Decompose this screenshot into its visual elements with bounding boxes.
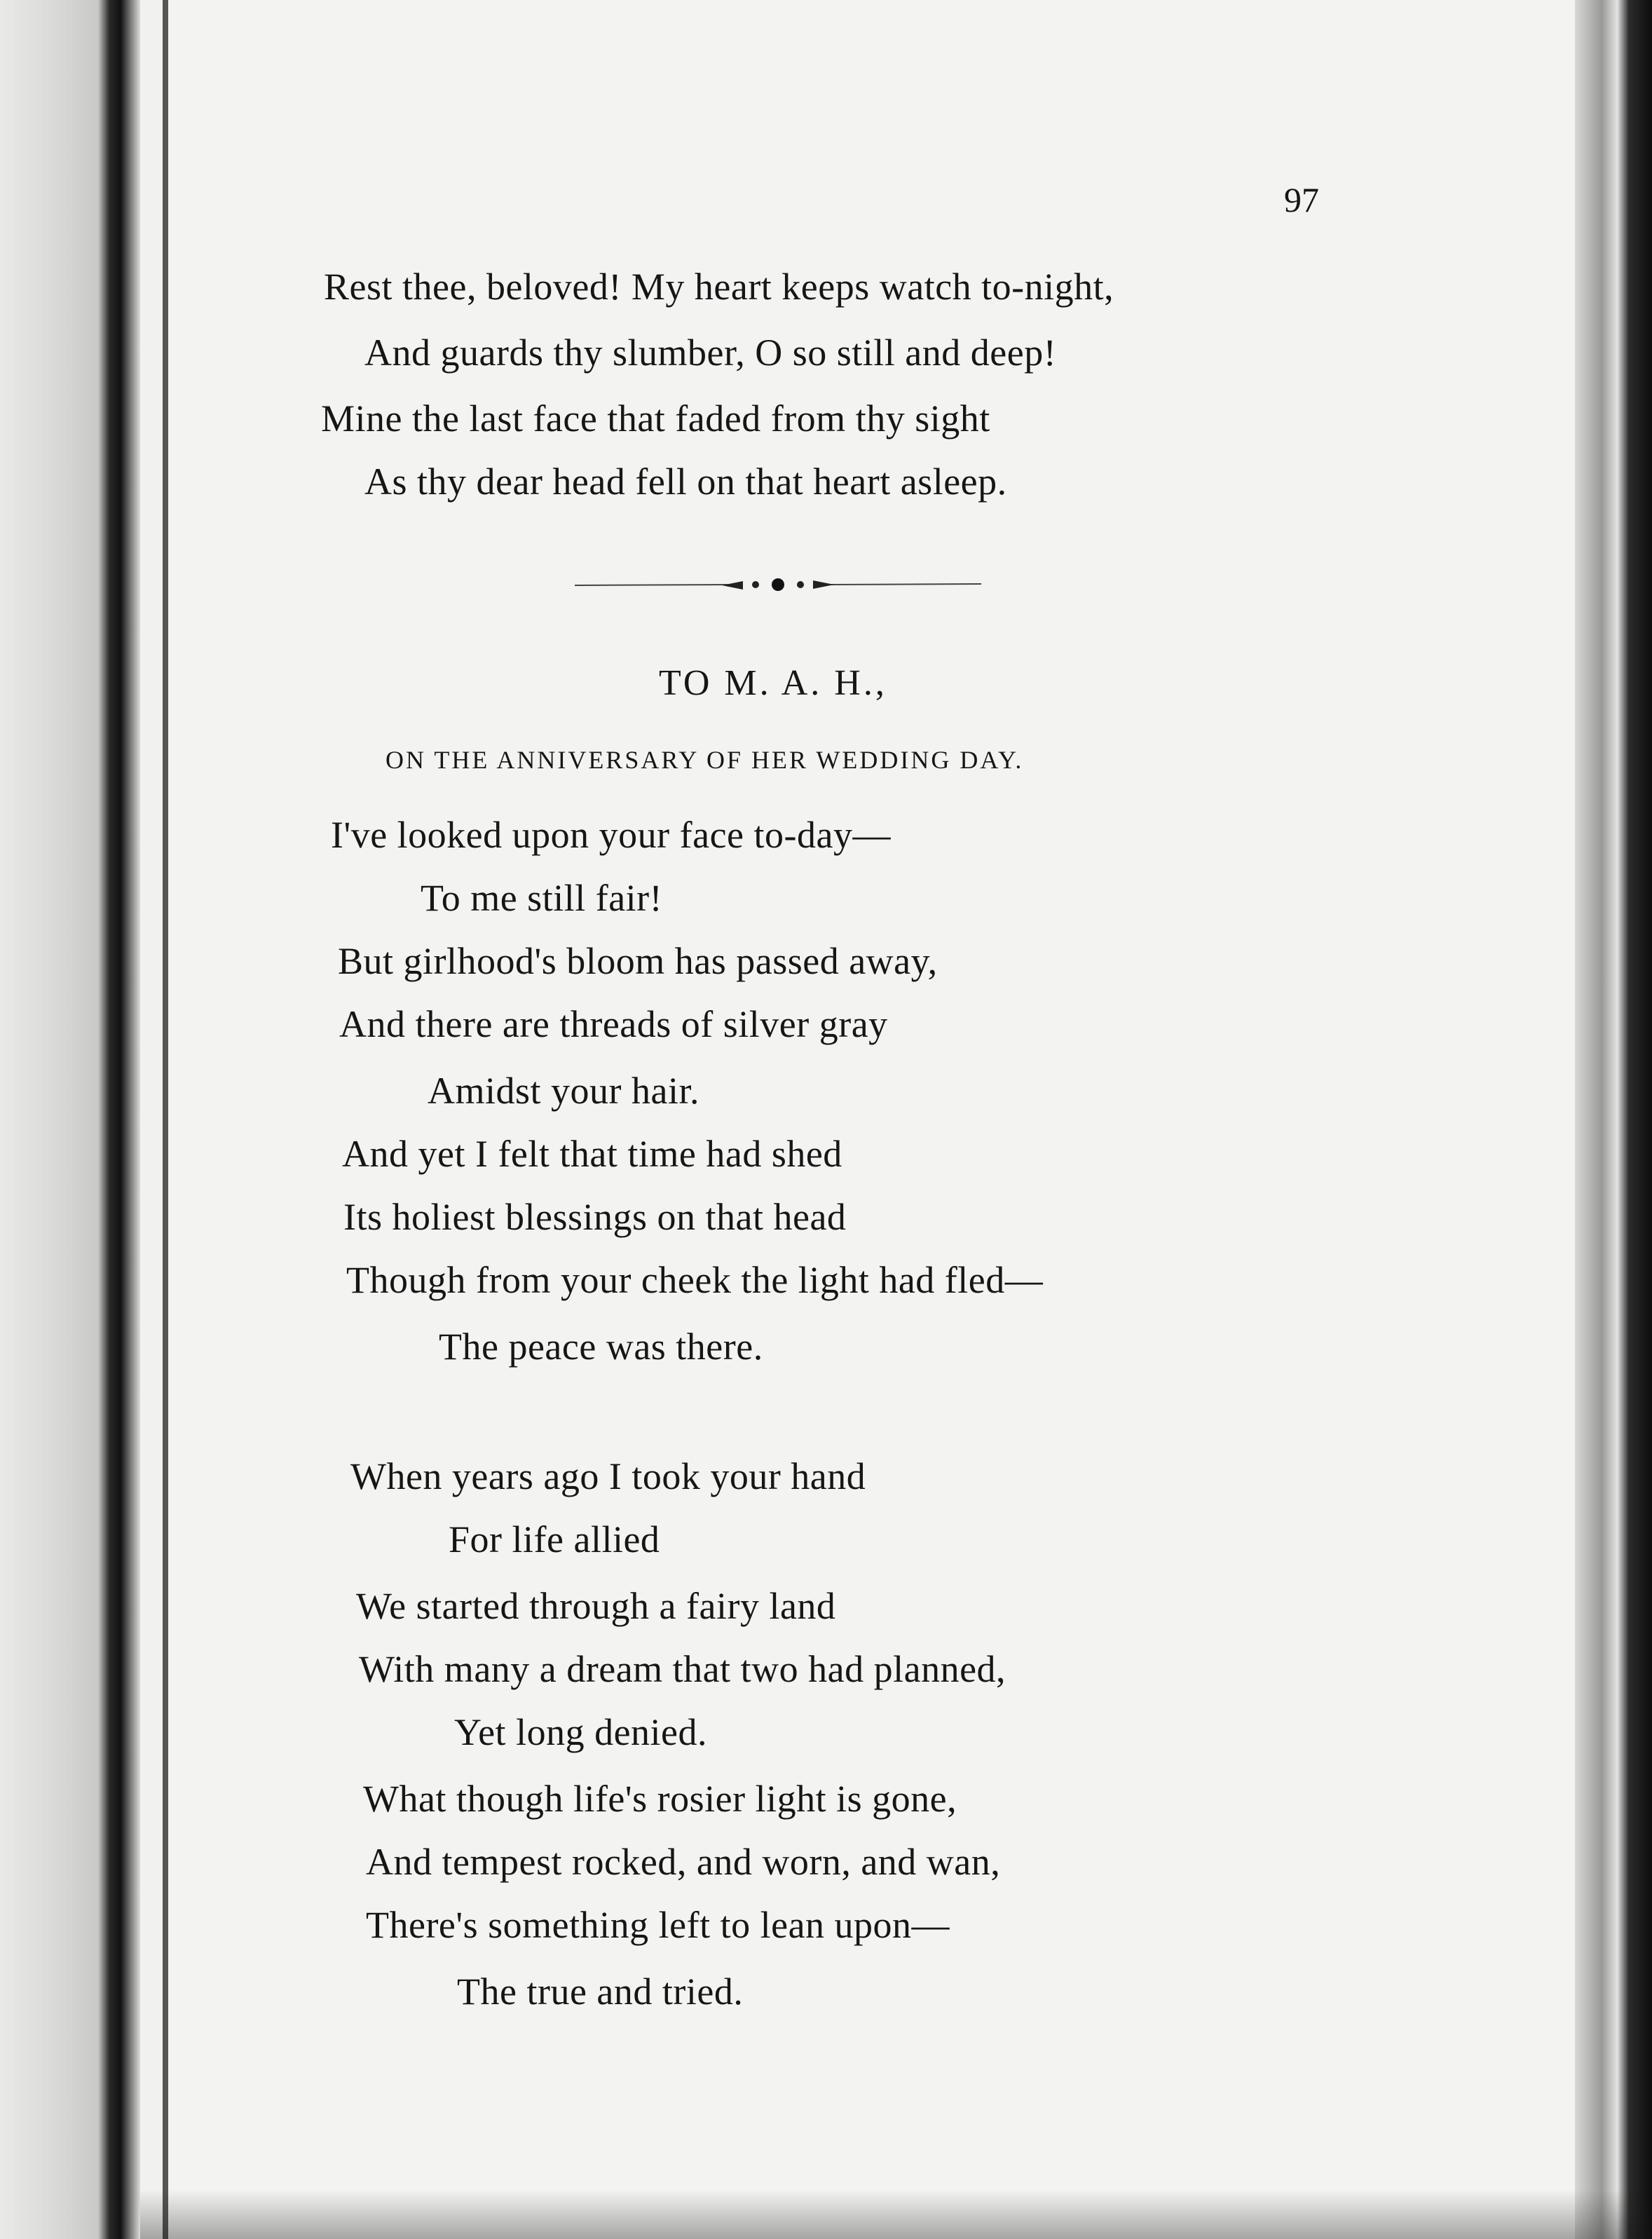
poem-line: As thy dear head fell on that heart asleep. bbox=[364, 461, 1007, 503]
poem-line: When years ago I took your hand bbox=[350, 1455, 866, 1497]
poem-line: And guards thy slumber, O so still and deep! bbox=[364, 332, 1057, 374]
poem-line: Its holiest blessings on that head bbox=[343, 1196, 847, 1238]
poem-subtitle: ON THE ANNIVERSARY OF HER WEDDING DAY. bbox=[385, 746, 1024, 774]
poem-line: There's something left to lean upon— bbox=[366, 1904, 950, 1946]
poem-line: I've looked upon your face to-day— bbox=[331, 814, 891, 856]
poem-line: Amidst your hair. bbox=[428, 1070, 699, 1112]
poem-line: And there are threads of silver gray bbox=[339, 1003, 888, 1045]
poem-line: Though from your cheek the light had fled— bbox=[346, 1259, 1044, 1301]
poem-line: For life allied bbox=[449, 1518, 660, 1560]
page-number: 97 bbox=[1284, 180, 1319, 219]
poem-line: The peace was there. bbox=[439, 1326, 763, 1368]
poem-line: Rest thee, beloved! My heart keeps watch to-night, bbox=[324, 266, 1114, 308]
poem-line: With many a dream that two had planned, bbox=[359, 1648, 1006, 1690]
poem-line: And tempest rocked, and worn, and wan, bbox=[366, 1841, 1001, 1883]
poem-line: We started through a fairy land bbox=[356, 1585, 836, 1627]
poem-title: TO M. A. H., bbox=[659, 663, 887, 703]
poem-line: What though life's rosier light is gone, bbox=[363, 1778, 957, 1820]
poem-line: Yet long denied. bbox=[454, 1711, 708, 1753]
ornamental-divider bbox=[575, 575, 981, 596]
poem-line: And yet I felt that time had shed bbox=[342, 1133, 842, 1175]
poem-line: To me still fair! bbox=[421, 877, 663, 919]
poem-line: But girlhood's bloom has passed away, bbox=[338, 940, 938, 982]
poem-line: The true and tried. bbox=[457, 1971, 744, 2013]
poem-line: Mine the last face that faded from thy sight bbox=[321, 397, 990, 440]
